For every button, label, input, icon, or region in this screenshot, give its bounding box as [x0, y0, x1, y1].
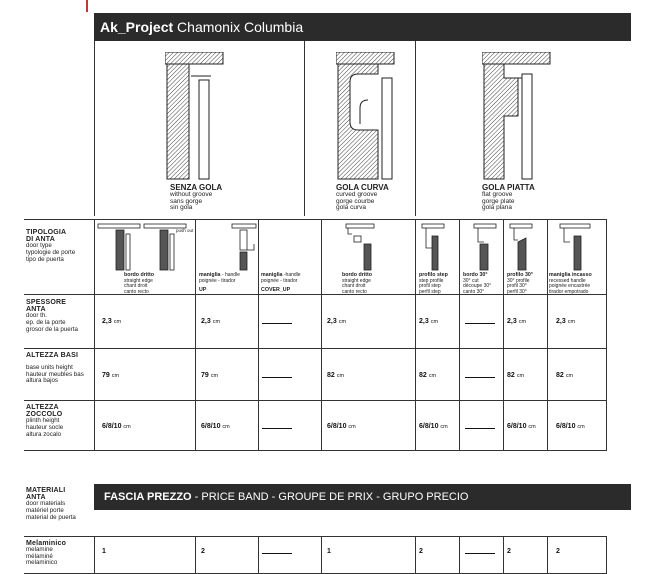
cell-unit: cm [348, 424, 356, 430]
cell-value: 79 [201, 372, 209, 379]
row-sub: plinth height [26, 417, 60, 425]
cell-unit: cm [565, 373, 574, 379]
row-label-spessore [26, 299, 78, 333]
melaminico-value [419, 548, 423, 555]
handle-sub: profil 30° [507, 283, 527, 290]
col-divider [258, 536, 259, 573]
cell-unit: cm [212, 319, 221, 325]
divider [94, 41, 95, 216]
cell-value: 82 [419, 372, 427, 379]
handle-sub: 30° profile [507, 277, 530, 284]
table-rule [24, 400, 607, 401]
altezza_basi-value [507, 372, 524, 379]
cell-value: 2 [419, 548, 423, 555]
row-sub: tipo de puerta [26, 255, 64, 263]
cell-value: 82 [507, 372, 515, 379]
handle-sub: straight edge [342, 277, 371, 284]
col-divider [195, 536, 196, 573]
altezza_basi-value [327, 372, 344, 379]
col-divider [606, 536, 607, 573]
handle-caption-maniglia-incasso [549, 273, 592, 295]
row-sub: grosor de la puerta [26, 325, 78, 333]
row-title: DI ANTA [26, 236, 56, 244]
cell-unit: cm [528, 424, 536, 430]
handle-sub: perfil 30° [507, 288, 527, 295]
handle-title: maniglia incasso [549, 272, 592, 278]
handle-sub: step profile [419, 277, 444, 284]
cell-value: 2 [556, 548, 560, 555]
cell-value: 6/8/10 [201, 423, 221, 430]
col-divider [547, 219, 548, 450]
col-divider [94, 219, 95, 450]
cell-value: 6/8/10 [419, 423, 439, 430]
handle-tail: -handle [283, 272, 301, 278]
handle-title: bordo dritto [124, 272, 155, 278]
row-sub: hauteur socle [26, 424, 64, 431]
handle-title: profilo step [419, 272, 448, 278]
group-sub: curved groove [336, 191, 378, 198]
spessore-value [102, 318, 121, 325]
altezza_zoccolo-value [327, 423, 356, 430]
handle-title: bordo dritto [342, 272, 373, 278]
altezza_zoccolo-value [102, 423, 131, 430]
price-band-bold: FASCIA PREZZO [104, 491, 192, 503]
cell-value: 6/8/10 [327, 423, 347, 430]
altezza_basi-value [419, 372, 436, 379]
empty-cell-dash [465, 428, 495, 429]
price-band-rest: - PRICE BAND - GROUPE DE PRIX - GRUPO PRECIO [191, 491, 469, 503]
handle-title: maniglia [261, 272, 283, 278]
push-out-label: push out [176, 228, 194, 233]
melaminico-value [556, 548, 560, 555]
page-corner-mark [86, 0, 88, 12]
row-title: TIPOLOGIA [26, 229, 67, 236]
altezza_zoccolo-value [201, 423, 230, 430]
cell-value: 2,3 [201, 318, 211, 325]
handle-sub: chant droit [124, 283, 148, 290]
handle-sub: chant droit [342, 283, 366, 290]
handle-sub: recessed handle [549, 277, 586, 284]
col-divider [94, 536, 95, 573]
spessore-value [507, 318, 526, 325]
handle-caption-bordo-dritto [124, 273, 154, 295]
maniglia-up-drawing [230, 222, 260, 272]
cell-unit: cm [567, 319, 576, 325]
col-divider [321, 219, 322, 450]
cell-unit: cm [111, 373, 120, 379]
cell-value: 2,3 [102, 318, 112, 325]
row-title: MATERIALI [26, 487, 66, 494]
cell-unit: cm [577, 424, 585, 430]
melaminico-value [201, 548, 205, 555]
col-divider [459, 536, 460, 573]
empty-cell-dash [465, 323, 495, 324]
group-title: GOLA PIATTA [482, 183, 535, 192]
handle-sub: canto 30° [463, 288, 485, 295]
handle-sub: découpe 30° [463, 283, 492, 290]
row-label-tipologia [26, 229, 75, 263]
divider [415, 41, 416, 216]
group-title: GOLA CURVA [336, 183, 389, 192]
table-rule [24, 219, 607, 220]
melaminico-value [102, 548, 106, 555]
gola-piatta-section-drawing [482, 52, 552, 182]
handle-extra: COVER_UP [261, 287, 291, 294]
row-label-altezza-zoccolo [26, 404, 63, 438]
altezza_zoccolo-value [507, 423, 536, 430]
cell-unit: cm [518, 319, 527, 325]
handle-caption-maniglia-up [199, 273, 240, 294]
altezza_zoccolo-value [556, 423, 585, 430]
col-divider [321, 536, 322, 573]
group-sub: gorge courbe [336, 197, 375, 205]
cell-unit: cm [338, 319, 347, 325]
spessore-value [201, 318, 220, 325]
table-rule [24, 536, 607, 537]
col-divider [415, 219, 416, 450]
gola-curva-section-drawing [336, 52, 396, 182]
empty-cell-dash [262, 428, 292, 429]
col-divider [195, 219, 196, 450]
group-sub: gorge plate [482, 197, 515, 205]
handle-caption-bordo-30 [463, 273, 491, 295]
page-header [94, 13, 631, 41]
melaminico-value [327, 548, 331, 555]
profilo-step-drawing [418, 222, 458, 272]
handle-sub: canto recto [124, 288, 149, 295]
row-sub: ep. de la porte [26, 319, 66, 326]
empty-cell-dash [465, 377, 495, 378]
handle-title: maniglia [199, 272, 221, 278]
spessore-value [556, 318, 575, 325]
handle-title: bordo 30° [463, 272, 488, 278]
row-title: ZOCCOLO [26, 411, 63, 419]
handle-sub: perfil step [419, 288, 441, 295]
senza-gola-section-drawing [165, 52, 225, 182]
cell-value: 2 [507, 548, 511, 555]
col-divider [503, 536, 504, 573]
cell-unit: cm [210, 373, 219, 379]
cell-unit: cm [428, 373, 437, 379]
cell-unit: cm [336, 373, 345, 379]
group-sub: without groove [170, 191, 213, 198]
row-title: ALTEZZA [26, 404, 59, 411]
maniglia-incasso-drawing [550, 222, 605, 272]
profilo-30-drawing [506, 222, 546, 272]
cell-value: 82 [556, 372, 564, 379]
cell-value: 6/8/10 [507, 423, 527, 430]
col-divider [547, 536, 548, 573]
row-title: Melaminico [26, 540, 67, 547]
group-sub: gola plana [482, 204, 512, 212]
table-rule [24, 450, 607, 451]
cell-value: 2 [201, 548, 205, 555]
cell-unit: cm [123, 424, 131, 430]
price-band-header [94, 484, 631, 510]
row-sub: typologie de porte [26, 249, 76, 256]
row-sub: melamine [26, 546, 53, 554]
cell-value: 1 [327, 548, 331, 555]
model-name: Chamonix Columbia [177, 19, 304, 35]
empty-cell-dash [262, 323, 292, 324]
group-title: SENZA GOLA [170, 183, 223, 192]
cell-unit: cm [516, 373, 525, 379]
handle-caption-profilo-step [419, 273, 448, 295]
handle-tail: - handle [221, 272, 240, 278]
row-sub: hauteur meubles bas [26, 370, 84, 378]
cell-unit: cm [440, 424, 448, 430]
cell-value: 2,3 [556, 318, 566, 325]
row-label-materiali [26, 487, 76, 521]
spessore-value [419, 318, 438, 325]
row-sub: mélaminé [26, 552, 53, 560]
cell-value: 2,3 [327, 318, 337, 325]
brand-name: Ak_Project [100, 19, 174, 35]
cell-unit: cm [430, 319, 439, 325]
altezza_basi-value [201, 372, 218, 379]
group-caption-senza-gola [170, 184, 222, 212]
empty-cell-dash [262, 377, 292, 378]
row-sub: melaminico [26, 559, 58, 567]
cell-value: 2,3 [507, 318, 517, 325]
handle-sub: poignée encastrée [549, 283, 591, 290]
bordo-30-drawing [462, 222, 502, 272]
row-label-altezza-basi [26, 352, 84, 385]
col-divider [503, 219, 504, 450]
group-caption-gola-curva [336, 184, 389, 212]
col-divider [459, 219, 460, 450]
cell-unit: cm [222, 424, 230, 430]
handle-extra: UP [199, 287, 207, 294]
row-sub: door type [26, 242, 52, 250]
group-caption-gola-piatta [482, 184, 535, 212]
row-title: ANTA [26, 494, 46, 502]
row-sub: door th. [26, 312, 47, 320]
row-sub: altura zocalo [26, 430, 62, 438]
row-label-melaminico [26, 540, 66, 567]
empty-cell-dash [262, 553, 292, 554]
empty-cell-dash [465, 553, 495, 554]
altezza_basi-value [556, 372, 573, 379]
cell-value: 1 [102, 548, 106, 555]
handle-caption-bordo-dritto-2 [342, 273, 372, 295]
row-sub: matériel porte [26, 507, 64, 514]
cell-value: 79 [102, 372, 110, 379]
table-rule [24, 348, 607, 349]
handle-sub: poignée - tirador [261, 277, 298, 284]
row-sub: altura bajos [26, 377, 58, 385]
group-sub: sin gola [170, 204, 193, 212]
handle-title: profilo 30° [507, 272, 533, 278]
altezza_zoccolo-value [419, 423, 448, 430]
melaminico-value [507, 548, 511, 555]
handle-caption-maniglia-cover-up [261, 273, 301, 294]
handle-sub: profil step [419, 283, 441, 290]
bordo-dritto-gola-drawing [340, 222, 380, 272]
cell-value: 2,3 [419, 318, 429, 325]
row-title: ANTA [26, 306, 46, 314]
handle-sub: tirador empotrado [549, 288, 589, 295]
col-divider [415, 536, 416, 573]
divider [304, 41, 305, 216]
row-sub: door materials [26, 500, 66, 508]
row-title: SPESSORE [26, 299, 67, 306]
cell-value: 82 [327, 372, 335, 379]
altezza_basi-value [102, 372, 119, 379]
col-divider [606, 219, 607, 450]
group-sub: gola curva [336, 204, 366, 212]
handle-sub: straight edge [124, 277, 153, 284]
cell-unit: cm [113, 319, 122, 325]
handle-sub: canto recto [342, 288, 367, 295]
group-sub: flat groove [482, 191, 513, 198]
spessore-value [327, 318, 346, 325]
cell-value: 6/8/10 [556, 423, 576, 430]
group-sub: sans gorge [170, 197, 203, 205]
handle-caption-profilo-30 [507, 273, 533, 295]
row-title: ALTEZZA BASI [26, 352, 79, 359]
row-sub: base units height [26, 364, 73, 372]
handle-sub: 30° cut [463, 277, 479, 284]
handle-sub: poignée - tirador [199, 277, 236, 284]
row-sub: material de puerta [26, 513, 76, 521]
cell-value: 6/8/10 [102, 423, 122, 430]
